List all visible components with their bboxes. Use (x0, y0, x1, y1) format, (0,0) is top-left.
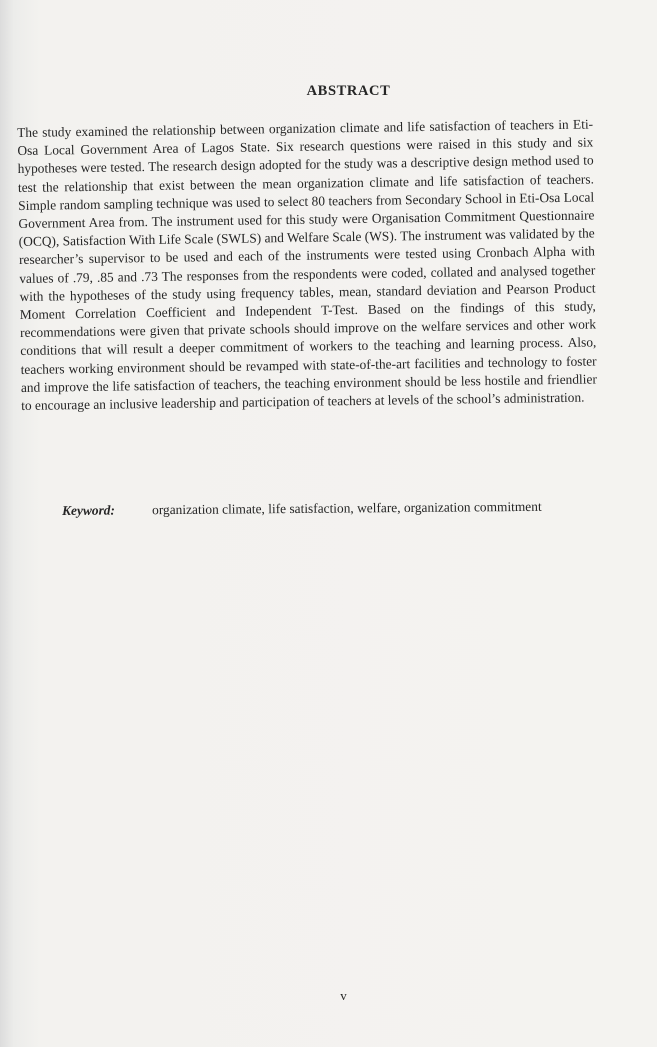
keywords-section (62, 496, 596, 520)
abstract-paragraph: The study examined the relationship between organization climate and life satisfaction of teachers in Eti-Osa Local Government Area of Lagos State. Six research questions were raised in this study and six hypotheses were tested. The research design adopted for the study was a descriptive design method used to test the relationship that exist between the mean organization climate and life satisfaction of teachers. Simple random sampling technique was used to select 80 teachers from Secondary School in Eti-Osa Local Government Area from. The instrument used for this study were Organisation Commitment Questionnaire (OCQ), Satisfaction With Life Scale (SWLS) and Welfare Scale (WS). The instrument was validated by the researcher’s supervisor to be used and each of the instruments were tested using Cronbach Alpha with values of .79, .85 and .73 The responses from the respondents were coded, collated and analysed together with the hypotheses of the study using frequency tables, mean, standard deviation and Pearson Product Moment Correlation Coefficient and Independent T-Test. Based on the findings of this study, recommendations were given that private schools should improve on the welfare services and other work conditions that will result a deeper commitment of workers to the teaching and learning process. Also, teachers working environment should be revamped with state-of-the-art facilities and technology to foster and improve the life satisfaction of teachers, the teaching environment should be less hostile and friendlier to encourage an inclusive leadership and participation of teachers at levels of the school’s administration. (17, 116, 597, 414)
keywords-label: Keyword: (62, 502, 115, 518)
page-number: v (340, 988, 347, 1003)
keywords-list: organization climate, life satisfaction, welfare, organization commitment (152, 498, 542, 518)
abstract-title: ABSTRACT (306, 83, 391, 99)
